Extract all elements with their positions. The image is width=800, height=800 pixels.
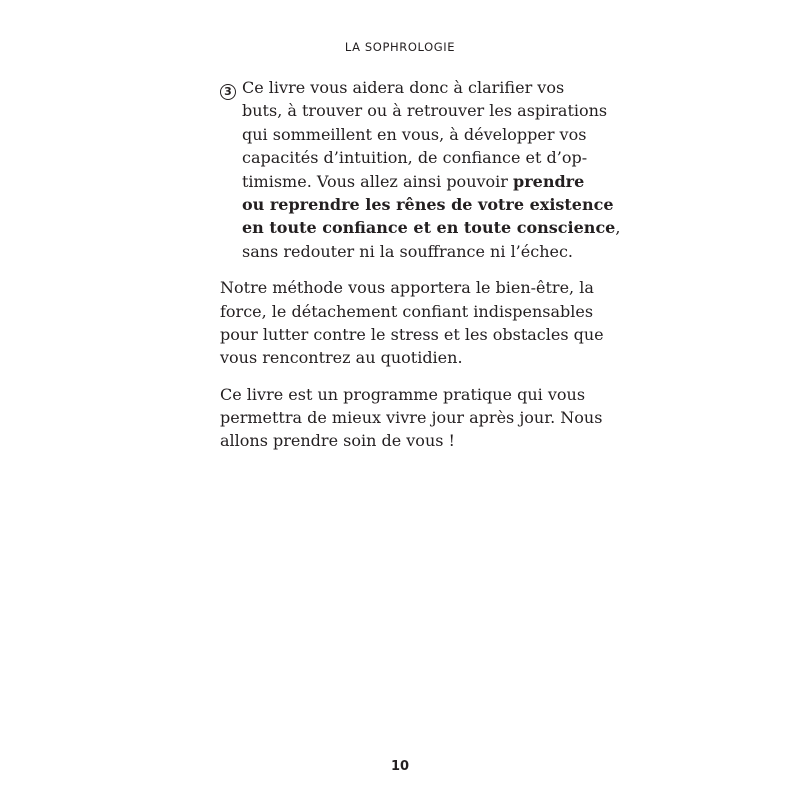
paragraph-line: force, le détachement confiant indispensables	[220, 301, 594, 321]
numbered-list-item	[220, 76, 621, 263]
list-item-line-7	[220, 216, 621, 239]
body-text	[220, 76, 621, 453]
paragraph-spacer	[220, 263, 580, 276]
list-item-line-5	[220, 170, 585, 193]
paragraph-spacer	[220, 370, 580, 383]
list-item-line-4: capacités d’intuition, de confiance et d’op-	[242, 148, 588, 168]
paragraph	[220, 383, 603, 453]
list-item-line-1	[220, 76, 580, 99]
paragraph	[220, 276, 604, 370]
emphasis-text: prendre	[513, 171, 585, 191]
punctuation: ,	[615, 218, 621, 238]
paragraph-line: pour lutter contre le stress et les obstacles que	[220, 324, 604, 344]
list-item-text: timisme. Vous allez ainsi pouvoir	[242, 171, 514, 191]
paragraph-line: allons prendre soin de vous !	[220, 431, 455, 451]
page-number: 10	[390, 759, 410, 774]
paragraph-line: Notre méthode vous apportera le bien-être, la	[220, 278, 594, 298]
paragraph-line: vous rencontrez au quotidien.	[220, 348, 463, 368]
list-item-line-6: ou reprendre les rênes de votre existence	[242, 194, 614, 214]
paragraph-line: permettra de mieux vivre jour après jour. Nous	[220, 408, 603, 428]
list-item-line-2: buts, à trouver ou à retrouver les aspirations	[242, 101, 608, 121]
list-item-text: Ce livre vous aidera donc à clarifier vos	[242, 78, 565, 97]
paragraph-line: Ce livre est un programme pratique qui vous	[220, 384, 586, 404]
emphasis-text: en toute confiance et en toute conscience	[242, 218, 616, 238]
running-header: LA SOPHROLOGIE	[344, 40, 456, 54]
circled-number-marker: 3	[220, 84, 236, 100]
list-item-line-3: qui sommeillent en vous, à développer vos	[242, 124, 587, 144]
list-item-line-8: sans redouter ni la souffrance ni l’échec.	[242, 241, 574, 261]
